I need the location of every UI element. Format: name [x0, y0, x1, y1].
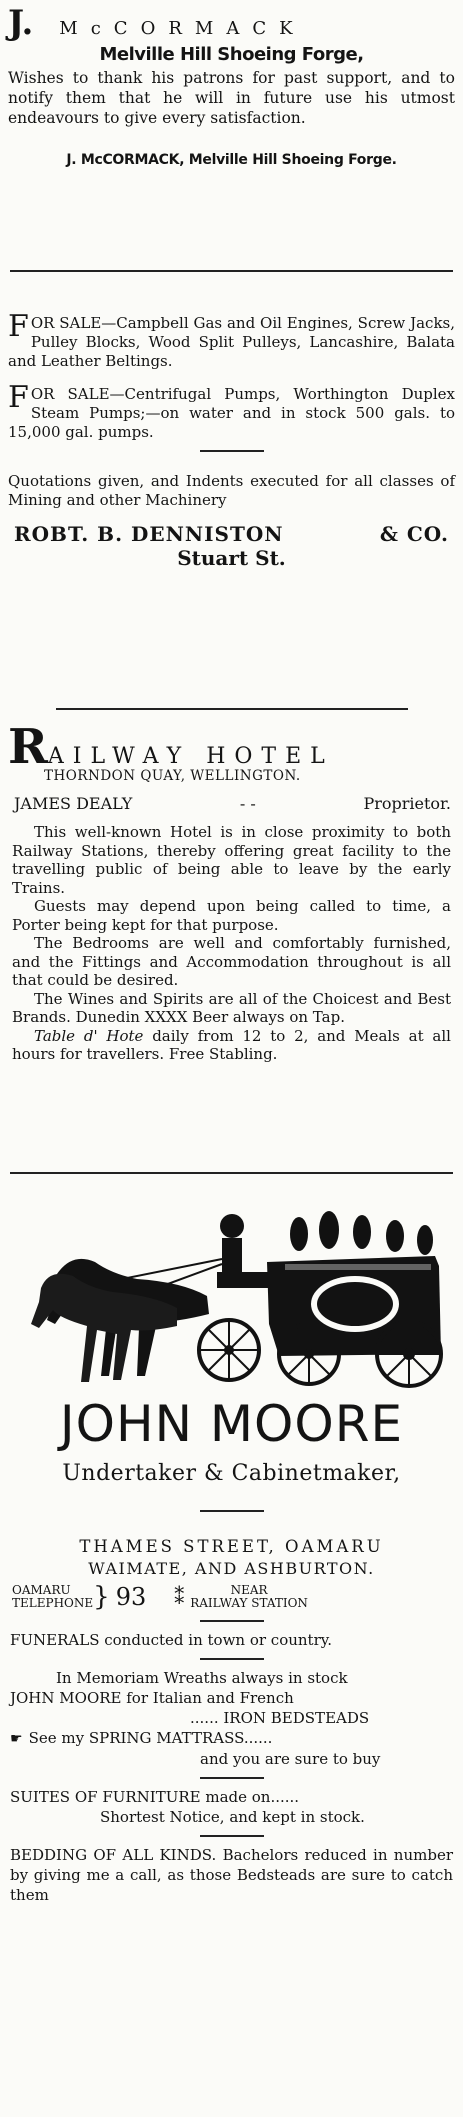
telephone-label — [12, 1584, 93, 1610]
bedding-text: BEDDING OF ALL KINDS. Bachelors reduced in number by giving me a call, as those Bedsteads are sure to catch them — [10, 1846, 453, 1904]
denniston-firm-name — [0, 522, 463, 546]
horse-drawn-hearse-icon — [17, 1204, 447, 1390]
suites-line-2: Shortest Notice, and kept in stock. — [100, 1808, 365, 1826]
short-divider — [200, 1835, 264, 1837]
funerals-text: FUNERALS conducted in town or country. — [10, 1631, 333, 1649]
john-moore-name: JOHN MOORE — [59, 1395, 404, 1453]
telephone-row — [0, 1581, 463, 1612]
mccormack-initial: J. — [8, 3, 34, 43]
divider — [10, 270, 453, 272]
drop-cap: F — [8, 380, 29, 415]
pointing-hand-icon: ☛ — [10, 1731, 23, 1747]
asterism-icon: ⁑ — [174, 1584, 185, 1609]
railway-hotel-advertisement — [0, 719, 463, 1064]
mccormack-advertisement — [0, 4, 463, 168]
proprietor-label: Proprietor. — [363, 794, 451, 813]
hearse-illustration — [0, 1204, 463, 1390]
mccormack-signature: J. McCORMACK, Melville Hill Shoeing Forge. — [66, 152, 397, 168]
short-divider — [200, 1658, 264, 1660]
wreaths-line-2: JOHN MOORE for Italian and French — [10, 1689, 294, 1707]
near-label-1: NEAR — [230, 1583, 268, 1597]
mccormack-header — [0, 4, 463, 42]
proprietor-dash: - - — [239, 794, 256, 813]
railway-hotel-title: AILWAY HOTEL — [47, 744, 334, 769]
quotations-text: Quotations given, and Indents executed for all classes of Mining and other Machinery — [8, 472, 455, 509]
wreaths-line-3: ...... IRON BEDSTEADS — [190, 1709, 370, 1727]
railway-hotel-body — [0, 823, 463, 1064]
john-moore-trade: Undertaker & Cabinetmaker, — [62, 1461, 401, 1486]
spring-mattrass-line-2: and you are sure to buy — [200, 1750, 381, 1768]
drop-cap: R — [8, 719, 48, 775]
short-divider — [200, 1777, 264, 1779]
for-sale-engines-text: OR SALE—Campbell Gas and Oil Engines, Screw Jacks, Pulley Blocks, Wood Split Pulleys, Lancashire, Balata and Leather Beltings. — [8, 314, 455, 370]
short-divider — [200, 1620, 264, 1622]
paragraph: Guests may depend upon being called to time, a Porter being kept for that purpose. — [12, 897, 451, 934]
firm-co: & CO. — [379, 522, 449, 546]
firm-name: ROBT. B. DENNISTON — [14, 522, 284, 546]
telephone-label-2: TELEPHONE — [12, 1596, 94, 1610]
divider — [56, 708, 408, 710]
john-moore-address-2: WAIMATE, AND ASHBURTON. — [88, 1559, 375, 1578]
john-moore-advertisement — [0, 1204, 463, 1905]
mccormack-forge-title: Melville Hill Shoeing Forge, — [99, 44, 364, 65]
for-sale-pumps — [0, 380, 463, 442]
divider — [10, 1172, 453, 1174]
wreaths-line-1: In Memoriam Wreaths always in stock — [56, 1669, 348, 1687]
railway-hotel-address: THORNDON QUAY, WELLINGTON. — [44, 768, 301, 784]
railway-hotel-header — [0, 719, 463, 775]
spring-mattrass-text: See my SPRING MATTRASS...... — [28, 1729, 273, 1747]
suites-line-1: SUITES OF FURNITURE made on...... — [10, 1788, 300, 1806]
denniston-street: Stuart St. — [177, 546, 286, 570]
short-divider — [200, 450, 264, 452]
paragraph — [12, 1027, 451, 1064]
mccormack-body: Wishes to thank his patrons for past support, and to notify them that he will in future use his utmost endeavours to give every satisfaction. — [8, 69, 455, 127]
telephone-number: 93 — [115, 1582, 147, 1611]
proprietor-name: JAMES DEALY — [14, 794, 133, 813]
near-label-2: RAILWAY STATION — [190, 1596, 308, 1610]
telephone-label-1: OAMARU — [12, 1583, 71, 1597]
for-sale-engines — [0, 309, 463, 371]
drop-cap: F — [8, 309, 29, 344]
john-moore-address-1: THAMES STREET, OAMARU — [79, 1537, 384, 1556]
spring-mattrass-line — [0, 1728, 463, 1749]
paragraph: The Wines and Spirits are all of the Choicest and Best Brands. Dunedin XXXX Beer always on Tap. — [12, 989, 451, 1026]
for-sale-pumps-text: OR SALE—Centrifugal Pumps, Worthington Duplex Steam Pumps;—on water and in stock 500 gals. to 15,000 gal. pumps. — [8, 385, 455, 441]
paragraph: The Bedrooms are well and comfortably furnished, and the Fittings and Accommodation throughout is all that could be desired. — [12, 934, 451, 989]
denniston-advertisement — [0, 309, 463, 570]
short-divider — [200, 1510, 264, 1512]
table-d-hote-text: daily from 12 to 2, and Meals at all hours for travellers. Free Stabling. — [12, 1026, 451, 1063]
mccormack-name: McCORMACK — [59, 18, 306, 39]
brace-icon: } — [93, 1581, 110, 1612]
near-railway-label — [190, 1584, 308, 1610]
table-d-hote-label: Table d' Hote — [34, 1026, 144, 1045]
paragraph: This well-known Hotel is in close proximity to both Railway Stations, thereby offering great facility to the travelling public of being able to leave by the early Trains. — [12, 823, 451, 897]
proprietor-row — [0, 794, 463, 813]
